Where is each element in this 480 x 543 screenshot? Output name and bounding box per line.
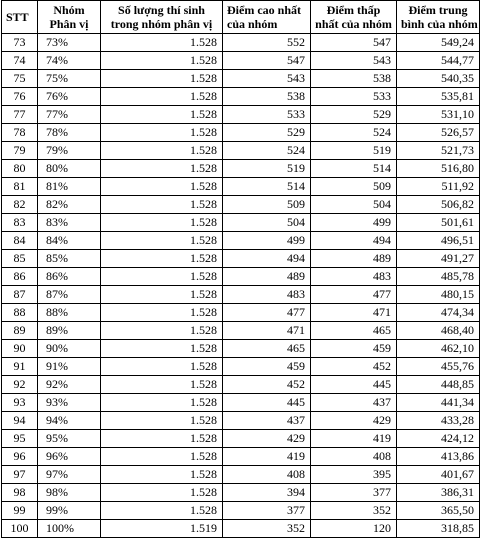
percentile-cell: 79%: [38, 142, 101, 160]
max-score-cell: 504: [223, 214, 311, 232]
candidate-count-cell: 1.528: [101, 484, 223, 502]
candidate-count-cell: 1.528: [101, 232, 223, 250]
min-score-cell: 533: [311, 88, 397, 106]
header-percentile-group: [38, 1, 101, 34]
percentile-cell: 90%: [38, 340, 101, 358]
avg-score-cell: 448,85: [397, 376, 480, 394]
avg-score-cell: 544,77: [397, 52, 480, 70]
max-score-cell: 543: [223, 70, 311, 88]
table-row: [2, 466, 480, 484]
header-min-score-line1: Điểm thấp: [326, 3, 381, 17]
avg-score-cell: 506,82: [397, 196, 480, 214]
stt-cell: 82: [2, 196, 38, 214]
table-row: [2, 178, 480, 196]
min-score-cell: 395: [311, 466, 397, 484]
header-candidate-count-line1: Số lượng thí sinh: [118, 3, 205, 17]
table-row: [2, 340, 480, 358]
table-row: [2, 52, 480, 70]
max-score-cell: 529: [223, 124, 311, 142]
percentile-cell: 84%: [38, 232, 101, 250]
avg-score-cell: 424,12: [397, 430, 480, 448]
min-score-cell: 352: [311, 502, 397, 520]
percentile-cell: 87%: [38, 286, 101, 304]
candidate-count-cell: 1.528: [101, 430, 223, 448]
min-score-cell: 419: [311, 430, 397, 448]
header-candidate-count: [101, 1, 223, 34]
stt-cell: 99: [2, 502, 38, 520]
avg-score-cell: 549,24: [397, 34, 480, 52]
percentile-cell: 96%: [38, 448, 101, 466]
max-score-cell: 489: [223, 268, 311, 286]
percentile-cell: 95%: [38, 430, 101, 448]
min-score-cell: 445: [311, 376, 397, 394]
stt-cell: 81: [2, 178, 38, 196]
avg-score-cell: 535,81: [397, 88, 480, 106]
candidate-count-cell: 1.528: [101, 268, 223, 286]
table-row: [2, 124, 480, 142]
stt-cell: 94: [2, 412, 38, 430]
percentile-cell: 97%: [38, 466, 101, 484]
avg-score-cell: 531,10: [397, 106, 480, 124]
candidate-count-cell: 1.528: [101, 70, 223, 88]
max-score-cell: 429: [223, 430, 311, 448]
stt-cell: 93: [2, 394, 38, 412]
max-score-cell: 445: [223, 394, 311, 412]
percentile-cell: 74%: [38, 52, 101, 70]
stt-cell: 73: [2, 34, 38, 52]
header-row: [2, 1, 480, 34]
candidate-count-cell: 1.528: [101, 142, 223, 160]
percentile-cell: 73%: [38, 34, 101, 52]
candidate-count-cell: 1.528: [101, 322, 223, 340]
max-score-cell: 524: [223, 142, 311, 160]
avg-score-cell: 474,34: [397, 304, 480, 322]
max-score-cell: 408: [223, 466, 311, 484]
min-score-cell: 543: [311, 52, 397, 70]
candidate-count-cell: 1.528: [101, 106, 223, 124]
avg-score-cell: 511,92: [397, 178, 480, 196]
header-min-score: [311, 1, 397, 34]
candidate-count-cell: 1.528: [101, 304, 223, 322]
table-row: [2, 484, 480, 502]
stt-cell: 100: [2, 520, 38, 538]
percentile-cell: 86%: [38, 268, 101, 286]
avg-score-cell: 491,27: [397, 250, 480, 268]
header-min-score-line2: nhất của nhóm: [315, 17, 392, 31]
table-row: [2, 304, 480, 322]
avg-score-cell: 516,80: [397, 160, 480, 178]
percentile-cell: 89%: [38, 322, 101, 340]
stt-cell: 85: [2, 250, 38, 268]
stt-cell: 79: [2, 142, 38, 160]
stt-cell: 80: [2, 160, 38, 178]
stt-cell: 74: [2, 52, 38, 70]
header-max-score-line2: của nhóm: [227, 17, 278, 31]
percentile-cell: 83%: [38, 214, 101, 232]
table-row: [2, 358, 480, 376]
min-score-cell: 494: [311, 232, 397, 250]
table-row: [2, 376, 480, 394]
min-score-cell: 465: [311, 322, 397, 340]
stt-cell: 88: [2, 304, 38, 322]
avg-score-cell: 433,28: [397, 412, 480, 430]
percentile-cell: 78%: [38, 124, 101, 142]
percentile-cell: 93%: [38, 394, 101, 412]
table-row: [2, 430, 480, 448]
table-row: [2, 520, 480, 538]
max-score-cell: 452: [223, 376, 311, 394]
table-row: [2, 448, 480, 466]
candidate-count-cell: 1.528: [101, 412, 223, 430]
header-stt: [2, 1, 38, 34]
header-percentile-group-line1: Nhóm: [53, 3, 85, 17]
header-candidate-count-line2: trong nhóm phân vị: [110, 17, 213, 31]
max-score-cell: 519: [223, 160, 311, 178]
min-score-cell: 524: [311, 124, 397, 142]
percentile-cell: 94%: [38, 412, 101, 430]
min-score-cell: 429: [311, 412, 397, 430]
stt-cell: 75: [2, 70, 38, 88]
candidate-count-cell: 1.528: [101, 88, 223, 106]
percentile-cell: 85%: [38, 250, 101, 268]
avg-score-cell: 386,31: [397, 484, 480, 502]
min-score-cell: 483: [311, 268, 397, 286]
stt-cell: 76: [2, 88, 38, 106]
min-score-cell: 514: [311, 160, 397, 178]
percentile-cell: 75%: [38, 70, 101, 88]
header-avg-score-line2: bình của nhóm: [401, 17, 478, 31]
max-score-cell: 419: [223, 448, 311, 466]
min-score-cell: 452: [311, 358, 397, 376]
candidate-count-cell: 1.519: [101, 520, 223, 538]
min-score-cell: 471: [311, 304, 397, 322]
avg-score-cell: 455,76: [397, 358, 480, 376]
max-score-cell: 509: [223, 196, 311, 214]
candidate-count-cell: 1.528: [101, 52, 223, 70]
min-score-cell: 459: [311, 340, 397, 358]
stt-cell: 98: [2, 484, 38, 502]
max-score-cell: 499: [223, 232, 311, 250]
avg-score-cell: 468,40: [397, 322, 480, 340]
candidate-count-cell: 1.528: [101, 196, 223, 214]
min-score-cell: 377: [311, 484, 397, 502]
max-score-cell: 552: [223, 34, 311, 52]
table-row: [2, 70, 480, 88]
candidate-count-cell: 1.528: [101, 376, 223, 394]
candidate-count-cell: 1.528: [101, 178, 223, 196]
percentile-cell: 76%: [38, 88, 101, 106]
max-score-cell: 483: [223, 286, 311, 304]
max-score-cell: 538: [223, 88, 311, 106]
avg-score-cell: 413,86: [397, 448, 480, 466]
stt-cell: 91: [2, 358, 38, 376]
candidate-count-cell: 1.528: [101, 286, 223, 304]
min-score-cell: 519: [311, 142, 397, 160]
table-row: [2, 394, 480, 412]
max-score-cell: 547: [223, 52, 311, 70]
table-row: [2, 322, 480, 340]
table-row: [2, 142, 480, 160]
stt-cell: 86: [2, 268, 38, 286]
candidate-count-cell: 1.528: [101, 340, 223, 358]
table-row: [2, 502, 480, 520]
max-score-cell: 394: [223, 484, 311, 502]
avg-score-cell: 540,35: [397, 70, 480, 88]
candidate-count-cell: 1.528: [101, 124, 223, 142]
min-score-cell: 529: [311, 106, 397, 124]
table-row: [2, 412, 480, 430]
candidate-count-cell: 1.528: [101, 502, 223, 520]
header-stt-line: STT: [6, 10, 29, 24]
stt-cell: 92: [2, 376, 38, 394]
min-score-cell: 547: [311, 34, 397, 52]
table-row: [2, 88, 480, 106]
avg-score-cell: 485,78: [397, 268, 480, 286]
avg-score-cell: 401,67: [397, 466, 480, 484]
avg-score-cell: 496,51: [397, 232, 480, 250]
candidate-count-cell: 1.528: [101, 358, 223, 376]
min-score-cell: 437: [311, 394, 397, 412]
stt-cell: 78: [2, 124, 38, 142]
candidate-count-cell: 1.528: [101, 214, 223, 232]
table-row: [2, 268, 480, 286]
max-score-cell: 459: [223, 358, 311, 376]
header-percentile-group-line2: Phân vị: [49, 17, 89, 31]
percentile-cell: 92%: [38, 376, 101, 394]
stt-cell: 84: [2, 232, 38, 250]
min-score-cell: 538: [311, 70, 397, 88]
stt-cell: 89: [2, 322, 38, 340]
avg-score-cell: 521,73: [397, 142, 480, 160]
percentile-cell: 77%: [38, 106, 101, 124]
min-score-cell: 408: [311, 448, 397, 466]
min-score-cell: 509: [311, 178, 397, 196]
avg-score-cell: 526,57: [397, 124, 480, 142]
percentile-cell: 98%: [38, 484, 101, 502]
max-score-cell: 377: [223, 502, 311, 520]
table-row: [2, 106, 480, 124]
min-score-cell: 489: [311, 250, 397, 268]
max-score-cell: 533: [223, 106, 311, 124]
percentile-cell: 80%: [38, 160, 101, 178]
percentile-table: [1, 0, 480, 538]
candidate-count-cell: 1.528: [101, 394, 223, 412]
table-row: [2, 160, 480, 178]
stt-cell: 87: [2, 286, 38, 304]
table-row: [2, 286, 480, 304]
table-body: [2, 34, 480, 538]
table-row: [2, 34, 480, 52]
max-score-cell: 494: [223, 250, 311, 268]
percentile-cell: 88%: [38, 304, 101, 322]
avg-score-cell: 501,61: [397, 214, 480, 232]
max-score-cell: 471: [223, 322, 311, 340]
stt-cell: 83: [2, 214, 38, 232]
percentile-cell: 82%: [38, 196, 101, 214]
stt-cell: 90: [2, 340, 38, 358]
avg-score-cell: 318,85: [397, 520, 480, 538]
percentile-cell: 91%: [38, 358, 101, 376]
min-score-cell: 504: [311, 196, 397, 214]
avg-score-cell: 441,34: [397, 394, 480, 412]
max-score-cell: 352: [223, 520, 311, 538]
candidate-count-cell: 1.528: [101, 250, 223, 268]
max-score-cell: 465: [223, 340, 311, 358]
percentile-cell: 100%: [38, 520, 101, 538]
percentile-cell: 99%: [38, 502, 101, 520]
table-row: [2, 214, 480, 232]
stt-cell: 95: [2, 430, 38, 448]
avg-score-cell: 365,50: [397, 502, 480, 520]
header-max-score-line1: Điểm cao nhất: [227, 3, 301, 17]
percentile-cell: 81%: [38, 178, 101, 196]
candidate-count-cell: 1.528: [101, 34, 223, 52]
candidate-count-cell: 1.528: [101, 448, 223, 466]
min-score-cell: 120: [311, 520, 397, 538]
max-score-cell: 437: [223, 412, 311, 430]
stt-cell: 96: [2, 448, 38, 466]
header-avg-score: [397, 1, 480, 34]
min-score-cell: 477: [311, 286, 397, 304]
max-score-cell: 477: [223, 304, 311, 322]
table-row: [2, 196, 480, 214]
header-max-score: [223, 1, 311, 34]
stt-cell: 97: [2, 466, 38, 484]
min-score-cell: 499: [311, 214, 397, 232]
max-score-cell: 514: [223, 178, 311, 196]
candidate-count-cell: 1.528: [101, 160, 223, 178]
candidate-count-cell: 1.528: [101, 466, 223, 484]
avg-score-cell: 480,15: [397, 286, 480, 304]
avg-score-cell: 462,10: [397, 340, 480, 358]
header-avg-score-line1: Điểm trung: [408, 3, 468, 17]
table-row: [2, 250, 480, 268]
table-row: [2, 232, 480, 250]
stt-cell: 77: [2, 106, 38, 124]
